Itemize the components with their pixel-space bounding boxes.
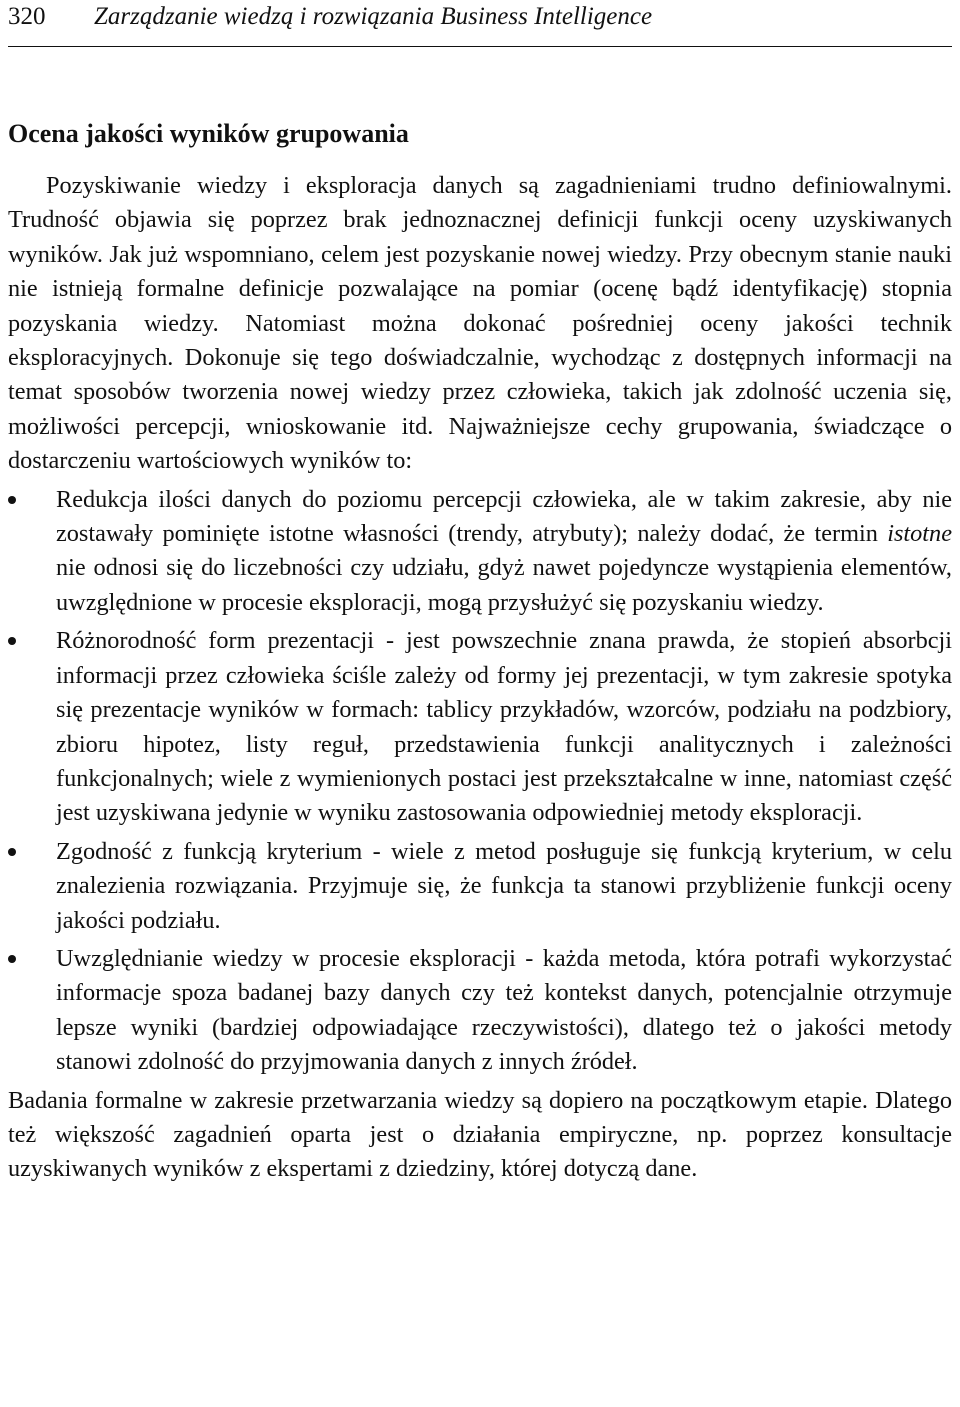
list-item-text: Redukcja ilości danych do poziomu percepcji człowieka, ale w takim zakresie, aby nie zostawały pominięte istotne własności (trendy, atrybuty); należy dodać, że termin <box>56 485 952 548</box>
bullet-icon <box>8 955 16 963</box>
list-item-text: Różnorodność form prezentacji - jest powszechnie znana prawda, że stopień absorbcji informacji przez człowieka ściśle zależy od formy jej prezentacji, w tym zakresie spotyka się prezentacje wyników w formach: tablicy przykładów, wzorców, podziału na podzbiory, zbioru hipotez, listy reguł, przedstawienia funkcji analitycznych i zależności funkcjonalnych; wiele z wymienionych postaci jest przekształcalne w inne, natomiast część jest uzyskiwana jedynie w wyniku zastosowania odpowiedniej metody eksploracji. <box>56 627 952 827</box>
list-item <box>8 942 952 1080</box>
list-item-text-cont: nie odnosi się do liczebności czy udziału, gdyż nawet pojedyncze wystąpienia elementów, uwzględnione w procesie eksploracji, mogą przysłużyć się pozyskaniu wiedzy. <box>56 554 952 616</box>
emphasis-text: istotne <box>887 520 952 548</box>
list-item <box>8 483 952 621</box>
list-item <box>8 835 952 938</box>
page-number: 320 <box>8 3 46 30</box>
running-title: Zarządzanie wiedzą i rozwiązania Business Intelligence <box>94 3 653 30</box>
bullet-icon <box>8 496 16 504</box>
list-item <box>8 624 952 830</box>
list-item-text: Zgodność z funkcją kryterium - wiele z metod posługuje się funkcją kryterium, w celu znalezienia rozwiązania. Przyjmuje się, że funkcja ta stanowi przybliżenie funkcji oceny jakości podziału. <box>56 837 952 934</box>
bullet-icon <box>8 637 16 645</box>
section-title: Ocena jakości wyników grupowania <box>8 119 409 148</box>
page-header <box>8 0 952 47</box>
intro-paragraph: Pozyskiwanie wiedzy i eksploracja danych są zagadnieniami trudno definiowalnymi. Trudność objawia się poprzez brak jednoznacznej definicji funkcji oceny uzyskiwanych wyników. Jak już wspomniano, celem jest pozyskanie nowej wiedzy. Przy obecnym stanie nauki nie istnieją formalne definicje pozwalające na pomiar (ocenę bądź identyfikację) stopnia pozyskania wiedzy. Natomiast można dokonać pośredniej oceny jakości technik eksploracyjnych. Dokonuje się tego doświadczalnie, wychodząc z dostępnych informacji na temat sposobów tworzenia nowej wiedzy przez człowieka, takich jak zdolność uczenia się, możliwości percepcji, wnioskowanie itd. Najważniejsze cechy grupowania, świadczące o dostarczeniu wartościowych wyników to: <box>8 172 952 475</box>
bullet-icon <box>8 848 16 856</box>
closing-paragraph: Badania formalne w zakresie przetwarzania wiedzy są dopiero na początkowym etapie. Dlatego też większość zagadnień oparta jest o działania empiryczne, np. poprzez konsultacje uzyskiwanych wyników z ekspertami z dziedziny, której dotyczą dane. <box>8 1086 952 1183</box>
list-item-text: Uwzględnianie wiedzy w procesie eksploracji - każda metoda, która potrafi wykorzystać informacje spoza badanej bazy danych czy też kontekst danych, potencjalnie otrzymuje lepsze wyniki (bardziej odpowiadające rzeczywistości), dlatego też o jakości metody stanowi zdolność do przyjmowania danych z innych źródeł. <box>56 944 952 1076</box>
feature-list <box>8 483 952 1080</box>
